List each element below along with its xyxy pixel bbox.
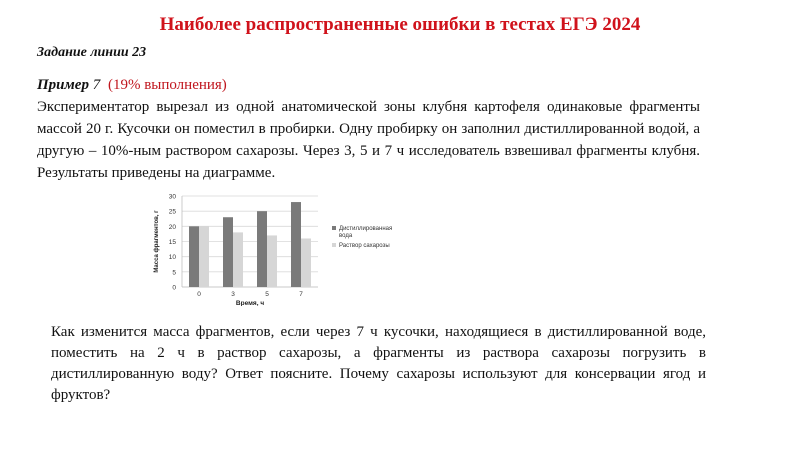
bar-sucrose <box>233 232 243 287</box>
x-tick-label: 7 <box>299 291 303 298</box>
y-tick-label: 25 <box>168 208 176 216</box>
completion-rate: (19% выполнения) <box>107 77 227 93</box>
x-tick-label: 0 <box>197 291 201 298</box>
x-axis-title: Время, ч <box>235 300 265 306</box>
y-tick-label: 10 <box>168 254 176 262</box>
y-tick-label: 15 <box>168 239 176 246</box>
x-tick-label: 5 <box>265 291 269 298</box>
y-axis-title: Масса фрагментов, г <box>154 210 160 273</box>
example-number: 7 <box>92 77 101 93</box>
y-tick-label: 20 <box>168 223 176 231</box>
legend-swatch-sucrose <box>332 243 336 247</box>
task-line-heading: Задание линии 23 <box>37 45 147 60</box>
legend-swatch-water <box>332 226 336 230</box>
x-tick-label: 3 <box>231 291 235 298</box>
legend-label-water: Дистиллированная <box>339 226 393 232</box>
bar-water <box>257 211 267 287</box>
task-description: Экспериментатор вырезал из одной анатомической зоны клубня картофеля одинаковые фрагменты массой 20 г. Кусочки он поместил в пробирки. Одну пробирку он заполнил дистиллированной водой, а другую – 10%-ным раствором сахарозы. Через 3, 5 и 7 ч исследователь взвешивал фрагменты клубня. Результаты приведены на диаграмме. <box>37 99 700 181</box>
legend-label-sucrose: Раствор сахарозы <box>339 243 390 249</box>
example-heading <box>37 77 227 94</box>
bar-sucrose <box>301 238 311 287</box>
legend-label-water-cont: вода <box>339 233 353 239</box>
bar-sucrose <box>199 226 209 287</box>
task-question: Как изменится масса фрагментов, если через 7 ч кусочки, находящиеся в дистиллированной воде, поместить на 2 ч в раствор сахарозы, а фрагменты из раствора сахарозы погрузить в дистиллированную воду? Ответ поясните. Почему сахарозы используют для консервации ягод и фруктов? <box>51 324 706 403</box>
example-label: Пример <box>37 77 89 93</box>
y-tick-label: 0 <box>172 284 176 292</box>
chart-canvas <box>148 188 410 306</box>
y-tick-label: 5 <box>172 269 176 277</box>
slide-title: Наиболее распространенные ошибки в тестах ЕГЭ 2024 <box>159 14 641 35</box>
bar-water <box>223 217 233 287</box>
bar-water <box>189 226 199 287</box>
bar-sucrose <box>267 235 277 287</box>
bar-chart <box>148 188 410 306</box>
bar-water <box>291 202 301 287</box>
y-tick-label: 30 <box>168 193 176 201</box>
